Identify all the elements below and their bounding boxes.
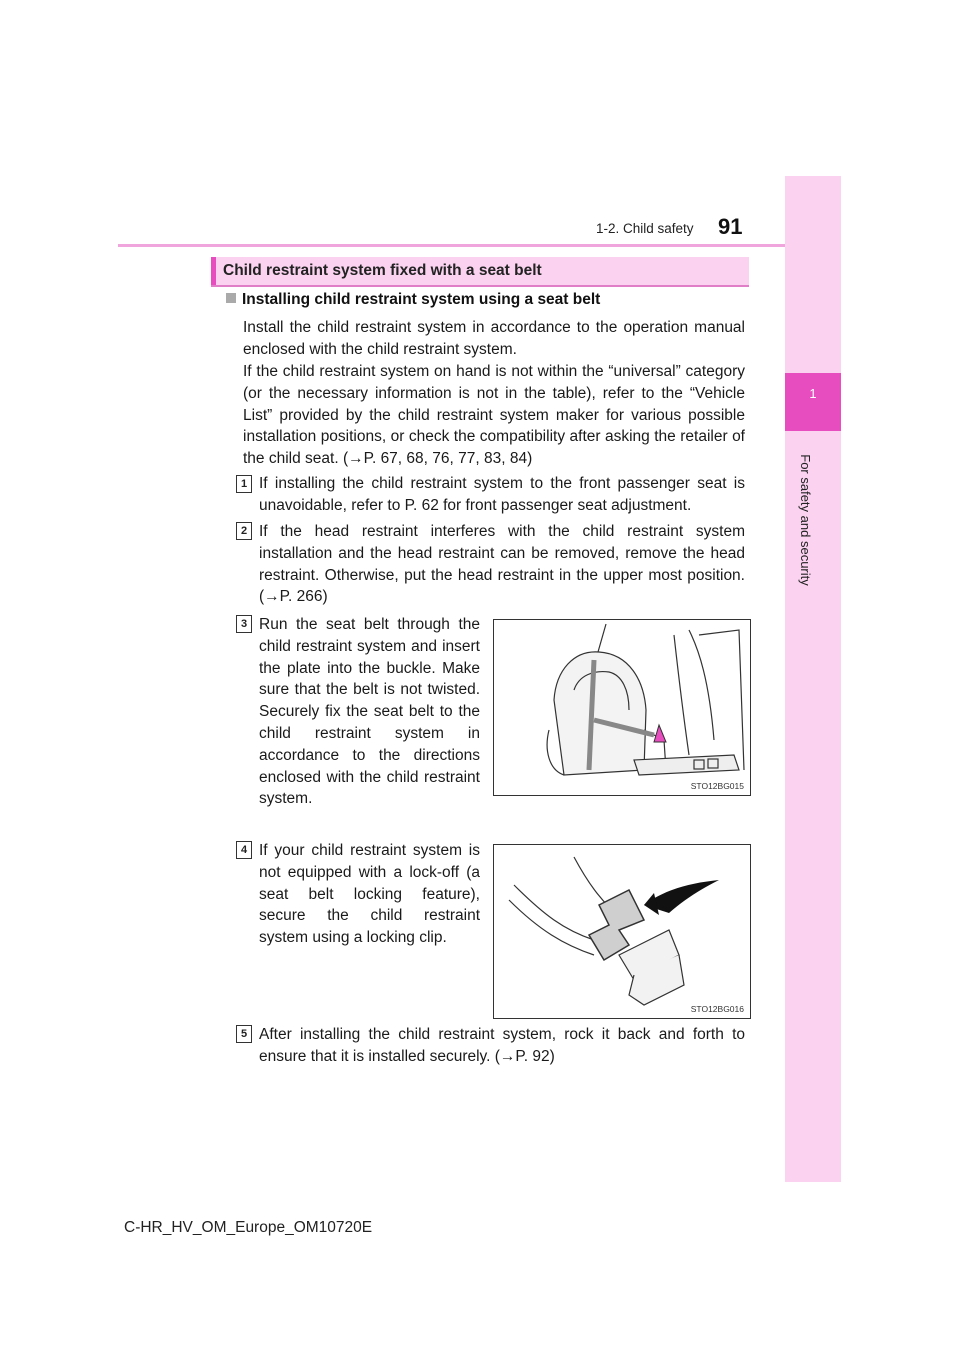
step-text-4: If your child restraint system is not equipped with a lock-off (a seat belt locking feature), secure the child restraint system using a locking clip. [259,842,480,947]
section-reference: 1-2. Child safety [596,221,694,236]
child-seat-illustration [494,620,750,795]
square-bullet-icon [226,293,236,303]
page-number: 91 [718,214,743,239]
chapter-side-tab [785,176,841,1182]
document-id: C-HR_HV_OM_Europe_OM10720E [124,1219,373,1236]
figure-2-label: STO12BG016 [690,1004,744,1014]
step-number-3: 3 [236,615,252,633]
child-seat-belt-figure [493,619,751,796]
section-title-box [211,257,749,287]
figure-1-label: STO12BG015 [690,781,744,791]
subheading-text: Installing child restraint system using a seat belt [242,291,601,308]
subheading [226,291,600,309]
chapter-title: For safety and security [798,454,813,586]
locking-clip-figure [493,844,751,1019]
step-text-2: If the head restraint interferes with the child restraint system installation and the head restraint can be removed, remove the head restraint. Otherwise, put the head restraint in the upper most position. (→P. 266) [259,523,745,606]
header-divider [118,244,785,247]
section-title: Child restraint system fixed with a seat belt [223,262,542,279]
chapter-number: 1 [809,386,817,401]
intro-paragraph-1: Install the child restraint system in accordance to the operation manual enclosed with the child restraint system. [243,319,745,358]
step-number-5: 5 [236,1025,252,1043]
step-number-1: 1 [236,475,252,493]
chapter-number-block [785,373,841,431]
intro-paragraph-2: If the child restraint system on hand is not within the “universal” category (or the necessary information is not in the table), refer to the “Vehicle List” provided by the child restraint system maker for various possible installation positions, or check the compatibility after asking the retailer of the child seat. (→P. 67, 68, 76, 77, 83, 84) [243,363,745,468]
locking-clip-illustration [494,845,750,1018]
step-number-2: 2 [236,522,252,540]
step-text-3: Run the seat belt through the child restraint system and insert the plate into the buckle. Make sure that the belt is not twisted. Securely fix the seat belt to the child restraint system in accordance to the directions enclosed with the child restraint system. [259,616,480,808]
step-text-1: If installing the child restraint system to the front passenger seat is unavoidable, refer to P. 62 for front passenger seat adjustment. [259,475,745,514]
step-number-4: 4 [236,841,252,859]
step-text-5: After installing the child restraint system, rock it back and forth to ensure that it is installed securely. (→P. 92) [259,1026,745,1065]
section-title-accent [211,257,216,285]
